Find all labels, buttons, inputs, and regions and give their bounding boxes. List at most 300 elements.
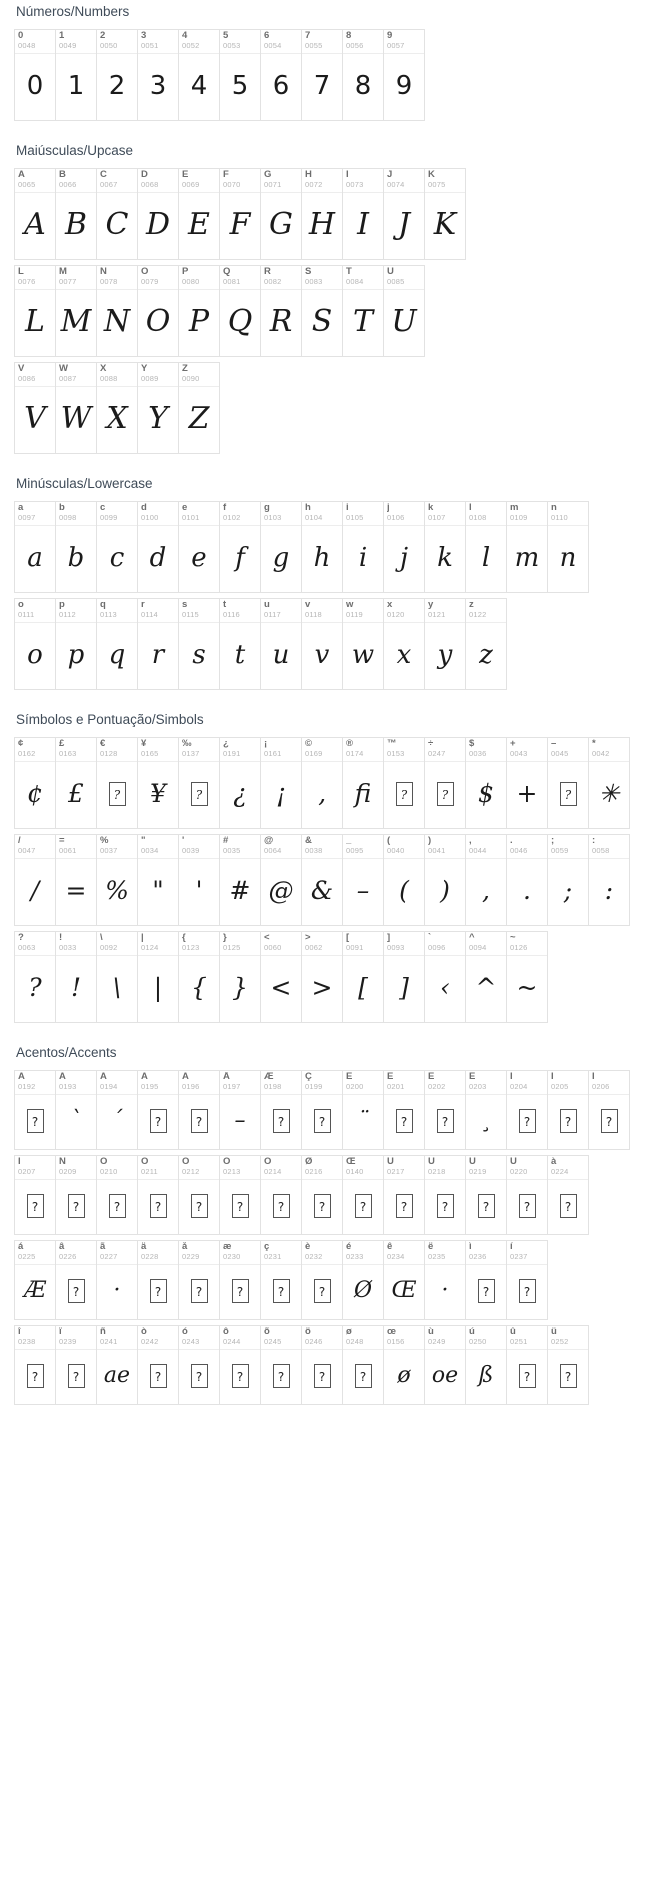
glyph-cell[interactable] [465, 1325, 507, 1405]
glyph-cell[interactable] [383, 1070, 425, 1150]
glyph-preview: 9 [395, 70, 413, 101]
glyph-code-label: 0108 [469, 513, 487, 522]
glyph-char-label: 3 [141, 31, 147, 41]
glyph-cell-header [220, 932, 260, 956]
glyph-cell[interactable] [260, 265, 302, 357]
glyph-char-label: _ [346, 836, 352, 846]
glyph-cell[interactable] [301, 1070, 343, 1150]
missing-glyph-box: ? [396, 1109, 413, 1133]
glyph-preview: ^ [475, 973, 497, 1002]
glyph-cell-header [15, 266, 55, 290]
glyph-cell[interactable] [301, 1155, 343, 1235]
glyph-preview: Q [227, 304, 253, 339]
glyph-cell[interactable] [260, 168, 302, 260]
glyph-cell[interactable] [260, 737, 302, 829]
glyph-cell[interactable] [547, 737, 589, 829]
glyph-cell[interactable] [465, 931, 507, 1023]
glyph-code-label: 0051 [141, 41, 159, 50]
glyph-cell-header [343, 599, 383, 623]
glyph-char-label: Ì [510, 1072, 513, 1082]
glyph-char-label: Œ [346, 1157, 356, 1167]
glyph-cell[interactable] [465, 1240, 507, 1320]
glyph-preview [261, 1095, 301, 1150]
glyph-char-label: B [59, 170, 66, 180]
section-title: Acentos/Accents [16, 1045, 117, 1060]
glyph-code-label: 0214 [264, 1167, 282, 1176]
glyph-preview: 3 [149, 70, 167, 101]
glyph-cell[interactable] [547, 1155, 589, 1235]
glyph-cell[interactable] [219, 1240, 261, 1320]
glyph-cell[interactable] [547, 1070, 589, 1150]
glyph-cell[interactable] [55, 29, 97, 121]
glyph-preview: 6 [272, 70, 290, 101]
glyph-cell[interactable] [260, 1325, 302, 1405]
glyph-cell-header [466, 1071, 506, 1095]
glyph-cell[interactable] [219, 598, 261, 690]
glyph-cell[interactable] [342, 1325, 384, 1405]
glyph-code-label: 0226 [59, 1252, 77, 1261]
glyph-cell[interactable] [424, 1325, 466, 1405]
missing-glyph-box: ? [478, 1194, 495, 1218]
glyph-cell-header [384, 30, 424, 54]
glyph-cell[interactable] [219, 29, 261, 121]
glyph-preview: M [60, 304, 92, 339]
glyph-cell[interactable] [14, 1325, 56, 1405]
glyph-char-label: | [141, 933, 144, 943]
glyph-char-label: d [141, 503, 147, 513]
glyph-cell[interactable] [383, 598, 425, 690]
glyph-cell[interactable] [301, 598, 343, 690]
glyph-code-label: 0067 [100, 180, 118, 189]
glyph-cell[interactable] [342, 598, 384, 690]
glyph-cell[interactable] [260, 598, 302, 690]
glyph-cell[interactable] [96, 1325, 138, 1405]
glyph-cell[interactable] [96, 1155, 138, 1235]
glyph-code-label: 0036 [469, 749, 487, 758]
glyph-cell-header [466, 1156, 506, 1180]
glyph-code-label: 0070 [223, 180, 241, 189]
glyph-cell[interactable] [178, 168, 220, 260]
glyph-cell[interactable] [55, 265, 97, 357]
glyph-cell[interactable] [506, 1070, 548, 1150]
glyph-cell[interactable] [260, 834, 302, 926]
glyph-cell[interactable] [424, 834, 466, 926]
glyph-cell[interactable] [96, 598, 138, 690]
glyph-cell[interactable] [14, 265, 56, 357]
glyph-char-label: £ [59, 739, 65, 749]
glyph-cell[interactable] [178, 1240, 220, 1320]
glyph-preview: ´ [111, 1108, 123, 1133]
glyph-cell[interactable] [137, 1325, 179, 1405]
glyph-cell[interactable] [219, 737, 261, 829]
glyph-preview [261, 1180, 301, 1235]
glyph-cell-header [138, 363, 178, 387]
glyph-cell[interactable] [547, 501, 589, 593]
glyph-cell[interactable] [465, 1070, 507, 1150]
glyph-preview [466, 1180, 506, 1235]
glyph-cell[interactable] [342, 168, 384, 260]
glyph-cell[interactable] [301, 168, 343, 260]
glyph-cell[interactable] [506, 1240, 548, 1320]
glyph-cell[interactable] [96, 931, 138, 1023]
glyph-cell[interactable] [137, 168, 179, 260]
glyph-cell[interactable] [178, 1325, 220, 1405]
glyph-preview: ] [399, 973, 409, 1002]
glyph-cell[interactable] [465, 598, 507, 690]
glyph-cell[interactable] [301, 29, 343, 121]
glyph-cell[interactable] [342, 1155, 384, 1235]
glyph-code-label: 0042 [592, 749, 610, 758]
glyph-char-label: ; [551, 836, 555, 846]
glyph-cell[interactable] [424, 168, 466, 260]
glyph-cell[interactable] [137, 1070, 179, 1150]
glyph-code-label: 0128 [100, 749, 118, 758]
glyph-cell[interactable] [14, 501, 56, 593]
glyph-cell[interactable] [55, 737, 97, 829]
glyph-cell[interactable] [55, 598, 97, 690]
glyph-cell[interactable] [260, 931, 302, 1023]
glyph-cell-header [220, 169, 260, 193]
glyph-cell-header [466, 502, 506, 526]
glyph-cell[interactable] [55, 168, 97, 260]
glyph-code-label: 0106 [387, 513, 405, 522]
glyph-cell-header [425, 169, 465, 193]
glyph-cell[interactable] [301, 834, 343, 926]
glyph-char-label: ó [182, 1327, 188, 1337]
glyph-char-label: T [346, 267, 352, 277]
glyph-cell[interactable] [137, 931, 179, 1023]
glyph-code-label: 0096 [428, 943, 446, 952]
glyph-code-label: 0082 [264, 277, 282, 286]
glyph-code-label: 0112 [59, 610, 76, 619]
glyph-cell-header [97, 738, 137, 762]
glyph-cell-header [261, 1071, 301, 1095]
glyph-cell[interactable] [342, 265, 384, 357]
glyph-code-label: 0076 [18, 277, 36, 286]
glyph-char-label: Ä [182, 1072, 189, 1082]
glyph-cell-header [179, 169, 219, 193]
glyph-preview: : [604, 876, 614, 905]
glyph-code-label: 0169 [305, 749, 323, 758]
glyph-preview: \ [112, 973, 122, 1002]
glyph-code-label: 0063 [18, 943, 36, 952]
glyph-cell[interactable] [178, 1155, 220, 1235]
glyph-cell-header [384, 1241, 424, 1265]
glyph-cell[interactable] [383, 1325, 425, 1405]
glyph-cell[interactable] [137, 265, 179, 357]
missing-glyph-box: ? [437, 1109, 454, 1133]
glyph-cell[interactable] [55, 834, 97, 926]
glyph-cell-header [548, 1156, 588, 1180]
glyph-cell-header [507, 1156, 547, 1180]
glyph-cell[interactable] [137, 1155, 179, 1235]
glyph-cell[interactable] [178, 265, 220, 357]
missing-glyph-box: ? [601, 1109, 618, 1133]
glyph-code-label: 0090 [182, 374, 200, 383]
glyph-cell[interactable] [178, 1070, 220, 1150]
glyph-preview: m [514, 542, 540, 573]
glyph-preview: a [27, 542, 43, 573]
glyph-preview [589, 1095, 629, 1150]
glyph-cell-header [138, 599, 178, 623]
glyph-cell[interactable] [137, 598, 179, 690]
glyph-cell[interactable] [96, 737, 138, 829]
glyph-cell[interactable] [14, 168, 56, 260]
glyph-cell-header [97, 599, 137, 623]
glyph-cell[interactable] [219, 265, 261, 357]
glyph-cell[interactable] [137, 737, 179, 829]
glyph-cell[interactable] [342, 737, 384, 829]
missing-glyph-box: ? [68, 1279, 85, 1303]
glyph-cell[interactable] [383, 1155, 425, 1235]
glyph-char-label: 4 [182, 31, 188, 41]
glyph-cell-header [343, 1326, 383, 1350]
missing-glyph-box: ? [273, 1279, 290, 1303]
glyph-cell-header [138, 502, 178, 526]
glyph-cell[interactable] [219, 1155, 261, 1235]
glyph-preview: V [24, 401, 46, 436]
glyph-cell-header [179, 1241, 219, 1265]
glyph-preview [548, 1180, 588, 1235]
glyph-cell[interactable] [342, 1070, 384, 1150]
glyph-cell[interactable] [301, 501, 343, 593]
glyph-preview: 4 [190, 70, 208, 101]
glyph-cell[interactable] [383, 1240, 425, 1320]
glyph-cell[interactable] [588, 737, 630, 829]
glyph-char-label: Ç [305, 1072, 312, 1082]
glyph-cell[interactable] [178, 501, 220, 593]
missing-glyph-box: ? [437, 1194, 454, 1218]
glyph-cell[interactable] [424, 1070, 466, 1150]
section-lower [0, 472, 661, 690]
glyph-cell[interactable] [260, 1240, 302, 1320]
glyph-cell[interactable] [219, 1325, 261, 1405]
glyph-cell-header [384, 1156, 424, 1180]
glyph-cell[interactable] [14, 737, 56, 829]
glyph-cell[interactable] [137, 1240, 179, 1320]
missing-glyph-box: ? [27, 1109, 44, 1133]
glyph-cell[interactable] [14, 834, 56, 926]
glyph-code-label: 0109 [510, 513, 528, 522]
glyph-cell[interactable] [260, 1070, 302, 1150]
glyph-cell[interactable] [424, 1240, 466, 1320]
glyph-char-label: : [592, 836, 596, 846]
glyph-code-label: 0086 [18, 374, 36, 383]
missing-glyph-box: ? [314, 1279, 331, 1303]
glyph-cell[interactable] [506, 737, 548, 829]
glyph-cell[interactable] [342, 834, 384, 926]
glyph-cell[interactable] [55, 1070, 97, 1150]
glyph-preview: z [479, 639, 493, 670]
glyph-preview: ; [563, 876, 573, 905]
glyph-cell[interactable] [178, 598, 220, 690]
glyph-char-label: K [428, 170, 435, 180]
glyph-cell-header [179, 738, 219, 762]
glyph-cell[interactable] [219, 1070, 261, 1150]
glyph-cell[interactable] [506, 1325, 548, 1405]
glyph-cell[interactable] [55, 1325, 97, 1405]
glyph-code-label: 0068 [141, 180, 159, 189]
glyph-cell-header [548, 1071, 588, 1095]
glyph-cell[interactable] [383, 501, 425, 593]
glyph-cell[interactable] [383, 737, 425, 829]
glyph-char-label: I [346, 170, 349, 180]
glyph-cell[interactable] [96, 168, 138, 260]
glyph-char-label: ê [387, 1242, 393, 1252]
missing-glyph-box: ? [150, 1194, 167, 1218]
glyph-cell-header [56, 1241, 96, 1265]
glyph-cell[interactable] [137, 362, 179, 454]
glyph-code-label: 0237 [510, 1252, 528, 1261]
glyph-preview [138, 1180, 178, 1235]
glyph-cell[interactable] [14, 931, 56, 1023]
glyph-cell[interactable] [55, 362, 97, 454]
glyph-cell[interactable] [260, 501, 302, 593]
glyph-cell[interactable] [342, 501, 384, 593]
glyph-cell[interactable] [14, 362, 56, 454]
glyph-cell[interactable] [301, 1325, 343, 1405]
glyph-code-label: 0243 [182, 1337, 200, 1346]
glyph-cell[interactable] [260, 1155, 302, 1235]
glyph-cell[interactable] [260, 29, 302, 121]
missing-glyph-box: ? [560, 1109, 577, 1133]
glyph-preview: [ [358, 973, 368, 1002]
glyph-char-label: i [346, 503, 349, 513]
glyph-cell[interactable] [55, 501, 97, 593]
glyph-char-label: S [305, 267, 312, 277]
glyph-cell[interactable] [178, 834, 220, 926]
glyph-cell[interactable] [14, 1155, 56, 1235]
glyph-code-label: 0101 [182, 513, 200, 522]
glyph-preview: ‚ [318, 779, 326, 808]
glyph-cell[interactable] [383, 931, 425, 1023]
glyph-cell[interactable] [137, 501, 179, 593]
glyph-cell[interactable] [96, 1070, 138, 1150]
glyph-preview: · [441, 1278, 449, 1303]
glyph-cell[interactable] [219, 168, 261, 260]
glyph-cell[interactable] [301, 265, 343, 357]
glyph-cell[interactable] [178, 362, 220, 454]
glyph-char-label: Ü [510, 1157, 517, 1167]
missing-glyph-box: ? [191, 1279, 208, 1303]
glyph-cell[interactable] [14, 1240, 56, 1320]
glyph-cell[interactable] [219, 834, 261, 926]
glyph-code-label: 0247 [428, 749, 446, 758]
glyph-cell[interactable] [301, 1240, 343, 1320]
glyph-cell[interactable] [383, 834, 425, 926]
missing-glyph-box: ? [109, 1194, 126, 1218]
glyph-cell[interactable] [588, 1070, 630, 1150]
glyph-cell[interactable] [137, 29, 179, 121]
glyph-cell[interactable] [424, 1155, 466, 1235]
glyph-char-label: X [100, 364, 107, 374]
glyph-cell[interactable] [137, 834, 179, 926]
missing-glyph-box: ? [273, 1194, 290, 1218]
glyph-cell[interactable] [465, 737, 507, 829]
glyph-cell[interactable] [588, 834, 630, 926]
glyph-cell[interactable] [14, 598, 56, 690]
glyph-char-label: * [592, 739, 596, 749]
glyph-cell[interactable] [219, 501, 261, 593]
glyph-preview: ¥ [150, 779, 166, 808]
glyph-cell[interactable] [14, 29, 56, 121]
glyph-cell[interactable] [383, 265, 425, 357]
glyph-cell[interactable] [506, 501, 548, 593]
glyph-cell[interactable] [465, 834, 507, 926]
glyph-cell-header [466, 738, 506, 762]
glyph-char-label: ÷ [428, 739, 434, 749]
glyph-preview [384, 1095, 424, 1150]
glyph-preview: d [149, 542, 167, 573]
glyph-code-label: 0207 [18, 1167, 36, 1176]
glyph-cell[interactable] [383, 29, 425, 121]
glyph-preview: Z [188, 401, 210, 436]
glyph-char-label: u [264, 600, 270, 610]
glyph-cell[interactable] [55, 1155, 97, 1235]
glyph-cell[interactable] [424, 931, 466, 1023]
glyph-cell[interactable] [383, 168, 425, 260]
glyph-cell[interactable] [301, 931, 343, 1023]
glyph-char-label: Y [141, 364, 148, 374]
glyph-code-label: 0100 [141, 513, 159, 522]
glyph-cell[interactable] [465, 1155, 507, 1235]
glyph-preview: = [65, 876, 87, 905]
glyph-cell-header [343, 30, 383, 54]
glyph-char-label: s [182, 600, 188, 610]
glyph-cell[interactable] [342, 29, 384, 121]
glyph-cell[interactable] [547, 834, 589, 926]
glyph-preview [56, 1265, 96, 1320]
glyph-cell[interactable] [55, 931, 97, 1023]
glyph-cell[interactable] [14, 1070, 56, 1150]
glyph-cell[interactable] [96, 29, 138, 121]
glyph-cell[interactable] [96, 834, 138, 926]
glyph-cell[interactable] [178, 29, 220, 121]
glyph-row [14, 29, 647, 121]
glyph-cell[interactable] [547, 1325, 589, 1405]
glyph-preview [302, 1095, 342, 1150]
glyph-cell[interactable] [96, 362, 138, 454]
glyph-cell[interactable] [465, 501, 507, 593]
glyph-cell[interactable] [342, 931, 384, 1023]
glyph-cell-header [15, 502, 55, 526]
glyph-cell[interactable] [178, 737, 220, 829]
glyph-cell[interactable] [424, 737, 466, 829]
glyph-cell[interactable] [96, 1240, 138, 1320]
glyph-cell[interactable] [178, 931, 220, 1023]
glyph-char-label: Í [551, 1072, 554, 1082]
glyph-preview: { [191, 973, 207, 1002]
glyph-cell[interactable] [424, 501, 466, 593]
glyph-code-label: 0213 [223, 1167, 241, 1176]
glyph-preview: C [105, 207, 129, 242]
glyph-cell[interactable] [96, 265, 138, 357]
glyph-cell[interactable] [424, 598, 466, 690]
glyph-cell[interactable] [506, 834, 548, 926]
glyph-cell[interactable] [219, 931, 261, 1023]
glyph-cell[interactable] [506, 931, 548, 1023]
glyph-cell[interactable] [506, 1155, 548, 1235]
glyph-cell[interactable] [55, 1240, 97, 1320]
glyph-cell-header [56, 502, 96, 526]
glyph-row [14, 362, 647, 454]
glyph-cell[interactable] [301, 737, 343, 829]
glyph-cell-header [466, 932, 506, 956]
glyph-cell[interactable] [96, 501, 138, 593]
glyph-char-label: ^ [469, 933, 475, 943]
glyph-cell[interactable] [342, 1240, 384, 1320]
glyph-code-label: 0251 [510, 1337, 528, 1346]
